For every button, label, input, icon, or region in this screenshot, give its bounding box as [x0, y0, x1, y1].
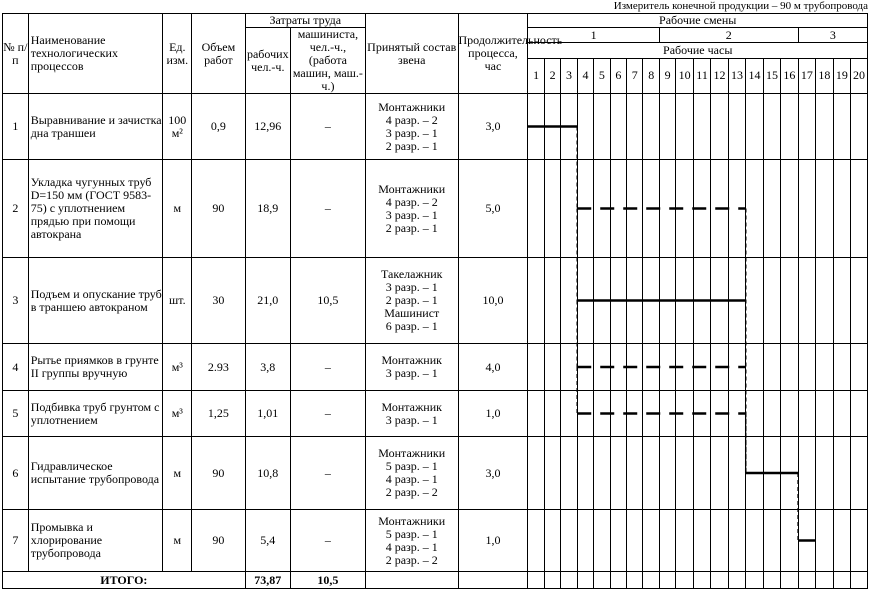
team-line: Машинист: [384, 306, 440, 320]
hour-cell: [577, 160, 593, 258]
row-process-name: Подбивка труб грунтом с уплотнением: [28, 391, 163, 437]
hour-cell: [659, 391, 675, 437]
hour-cell: [627, 258, 643, 344]
hour-20: 20: [851, 58, 868, 93]
total-empty-cell: [528, 572, 544, 589]
row-num: 5: [3, 391, 29, 437]
hour-cell: [594, 391, 610, 437]
hour-cell: [746, 344, 763, 391]
hour-13: 13: [728, 58, 745, 93]
hour-cell: [798, 437, 815, 510]
hour-cell: [693, 391, 710, 437]
hour-cell: [693, 94, 710, 160]
hour-14: 14: [746, 58, 763, 93]
hour-cell: [627, 160, 643, 258]
hour-cell: [676, 344, 693, 391]
hour-cell: [851, 94, 868, 160]
hour-cell: [561, 437, 577, 510]
row-team: [365, 94, 458, 160]
row-workers: 5,4: [245, 510, 290, 572]
total-empty-cell: [746, 572, 763, 589]
total-empty-cell: [365, 572, 458, 589]
hour-cell: [610, 510, 626, 572]
team-line: 2 разр. – 2: [385, 485, 438, 499]
row-machinist: –: [290, 391, 365, 437]
hour-cell: [643, 160, 659, 258]
team-line: 4 разр. – 1: [385, 472, 438, 486]
hour-cell: [594, 94, 610, 160]
hour-cell: [528, 391, 544, 437]
hour-cell: [610, 391, 626, 437]
hour-cell: [833, 344, 850, 391]
hour-cell: [763, 258, 780, 344]
hour-cell: [676, 94, 693, 160]
hour-cell: [577, 437, 593, 510]
hour-cell: [711, 510, 728, 572]
row-num: 3: [3, 258, 29, 344]
hour-cell: [676, 160, 693, 258]
hour-cell: [851, 344, 868, 391]
row-duration: 3,0: [458, 437, 528, 510]
total-empty-cell: [676, 572, 693, 589]
hour-cell: [610, 258, 626, 344]
hour-cell: [577, 391, 593, 437]
total-row: [3, 572, 868, 589]
row-team: [365, 344, 458, 391]
hour-cell: [851, 258, 868, 344]
row-machinist: –: [290, 510, 365, 572]
total-empty-cell: [643, 572, 659, 589]
header-num: № п/п: [3, 14, 29, 94]
total-empty-cell: [627, 572, 643, 589]
hour-cell: [833, 510, 850, 572]
hour-cell: [643, 344, 659, 391]
row-unit: м: [163, 160, 192, 258]
row-workers: 12,96: [245, 94, 290, 160]
hour-cell: [528, 437, 544, 510]
hour-cell: [746, 94, 763, 160]
hour-cell: [577, 510, 593, 572]
hour-cell: [833, 437, 850, 510]
header-shifts: Рабочие смены: [528, 14, 868, 28]
hour-cell: [693, 160, 710, 258]
hour-cell: [528, 258, 544, 344]
hour-cell: [544, 437, 560, 510]
team-line: 3 разр. – 1: [385, 366, 438, 380]
hour-cell: [851, 391, 868, 437]
hour-cell: [816, 391, 833, 437]
team-line: 3 разр. – 1: [385, 412, 438, 427]
hour-cell: [816, 344, 833, 391]
hour-2: 2: [544, 58, 560, 93]
hour-cell: [544, 94, 560, 160]
hour-4: 4: [577, 58, 593, 93]
shift-3: 3: [798, 28, 867, 43]
hour-cell: [763, 160, 780, 258]
hour-cell: [594, 258, 610, 344]
total-empty-cell: [693, 572, 710, 589]
hour-cell: [577, 258, 593, 344]
hour-cell: [798, 391, 815, 437]
team-line: Монтажники: [378, 513, 446, 528]
row-num: 7: [3, 510, 29, 572]
total-empty-cell: [798, 572, 815, 589]
hour-cell: [711, 391, 728, 437]
hour-cell: [627, 437, 643, 510]
row-process-name: Гидравлическое испытание трубопровода: [28, 437, 163, 510]
hour-cell: [627, 510, 643, 572]
hour-cell: [610, 160, 626, 258]
hour-cell: [676, 391, 693, 437]
hour-cell: [577, 344, 593, 391]
hour-cell: [728, 160, 745, 258]
team-line: 2 разр. – 1: [385, 220, 438, 235]
hour-cell: [851, 160, 868, 258]
total-empty-cell: [816, 572, 833, 589]
hour-cell: [728, 344, 745, 391]
hour-cell: [561, 344, 577, 391]
row-team: [365, 258, 458, 344]
hour-cell: [728, 391, 745, 437]
hour-cell: [833, 258, 850, 344]
row-workers: 1,01: [245, 391, 290, 437]
total-empty-cell: [458, 572, 528, 589]
row-process-name: Укладка чугунных труб D=150 мм (ГОСТ 9583-75) с уплотнением прядью при помощи автокрана: [28, 160, 163, 258]
hour-cell: [643, 94, 659, 160]
hour-cell: [528, 344, 544, 391]
row-process-name: Подъем и опускание труб в траншею автокраном: [28, 258, 163, 344]
total-empty-cell: [594, 572, 610, 589]
hour-cell: [610, 437, 626, 510]
total-empty-cell: [577, 572, 593, 589]
hour-cell: [693, 344, 710, 391]
hour-5: 5: [594, 58, 610, 93]
hour-1: 1: [528, 58, 544, 93]
row-workers: 21,0: [245, 258, 290, 344]
header-duration: Продолжительность процесса, час: [458, 14, 528, 94]
table-row: [3, 160, 868, 258]
total-empty-cell: [561, 572, 577, 589]
table-row: [3, 258, 868, 344]
hour-3: 3: [561, 58, 577, 93]
row-team: [365, 160, 458, 258]
hour-cell: [746, 160, 763, 258]
team-line: 4 разр. – 1: [385, 539, 438, 554]
team-line: Монтажник: [381, 399, 442, 414]
hour-cell: [544, 344, 560, 391]
header-workers: рабочих чел.-ч.: [245, 28, 290, 94]
row-volume: 90: [192, 160, 245, 258]
row-workers: 3,8: [245, 344, 290, 391]
row-unit: шт.: [163, 258, 192, 344]
table-row: [3, 391, 868, 437]
team-line: 6 разр. – 1: [385, 319, 438, 333]
row-num: 4: [3, 344, 29, 391]
hour-cell: [561, 391, 577, 437]
hour-cell: [594, 344, 610, 391]
total-label: ИТОГО:: [3, 572, 246, 589]
hour-cell: [746, 258, 763, 344]
hour-cell: [561, 510, 577, 572]
hour-cell: [693, 258, 710, 344]
hour-cell: [746, 391, 763, 437]
hour-7: 7: [627, 58, 643, 93]
shift-1: 1: [528, 28, 660, 43]
row-team: [365, 391, 458, 437]
hour-12: 12: [711, 58, 728, 93]
hour-cell: [643, 437, 659, 510]
row-volume: 90: [192, 510, 245, 572]
hour-cell: [816, 160, 833, 258]
hour-cell: [746, 437, 763, 510]
hour-cell: [851, 510, 868, 572]
hour-8: 8: [643, 58, 659, 93]
hour-cell: [659, 510, 675, 572]
hour-17: 17: [798, 58, 815, 93]
hour-cell: [544, 258, 560, 344]
hour-11: 11: [693, 58, 710, 93]
hour-10: 10: [676, 58, 693, 93]
hour-cell: [711, 344, 728, 391]
hour-cell: [643, 258, 659, 344]
header-hours-label: Рабочие часы: [528, 43, 868, 58]
team-line: Такелажник: [380, 267, 443, 281]
header-name: Наименование технологических процессов: [28, 14, 163, 94]
hour-cell: [728, 437, 745, 510]
table-row: [3, 437, 868, 510]
hour-cell: [833, 391, 850, 437]
team-line: Монтажники: [378, 446, 446, 460]
total-empty-cell: [851, 572, 868, 589]
hour-cell: [816, 437, 833, 510]
shift-2: 2: [659, 28, 798, 43]
hour-cell: [763, 437, 780, 510]
hour-cell: [643, 391, 659, 437]
row-machinist: –: [290, 94, 365, 160]
row-volume: 1,25: [192, 391, 245, 437]
hour-16: 16: [781, 58, 798, 93]
row-unit: м: [163, 437, 192, 510]
hour-cell: [627, 94, 643, 160]
team-line: 3 разр. – 1: [385, 207, 438, 222]
row-workers: 10,8: [245, 437, 290, 510]
team-line: 5 разр. – 1: [385, 526, 438, 541]
row-workers: 18,9: [245, 160, 290, 258]
row-duration: 3,0: [458, 94, 528, 160]
hour-cell: [798, 344, 815, 391]
hour-cell: [781, 160, 798, 258]
header-unit: Ед. изм.: [163, 14, 192, 94]
team-line: 2 разр. – 1: [385, 138, 438, 153]
hour-cell: [763, 94, 780, 160]
hour-cell: [781, 258, 798, 344]
header-team: Принятый состав звена: [365, 14, 458, 94]
total-workers: 73,87: [245, 572, 290, 589]
hour-cell: [610, 344, 626, 391]
row-process-name: Промывка и хлорирование трубопровода: [28, 510, 163, 572]
hour-18: 18: [816, 58, 833, 93]
hour-cell: [781, 391, 798, 437]
row-duration: 10,0: [458, 258, 528, 344]
hour-cell: [577, 94, 593, 160]
hour-15: 15: [763, 58, 780, 93]
hour-cell: [728, 510, 745, 572]
row-unit: м: [163, 510, 192, 572]
hour-cell: [544, 510, 560, 572]
caption: Измеритель конечной продукции – 90 м трубопровода: [613, 0, 868, 12]
team-line: 5 разр. – 1: [385, 459, 438, 473]
hour-cell: [711, 258, 728, 344]
hour-cell: [693, 510, 710, 572]
row-num: 2: [3, 160, 29, 258]
hour-cell: [643, 510, 659, 572]
hour-cell: [610, 94, 626, 160]
total-empty-cell: [728, 572, 745, 589]
team-line: 3 разр. – 1: [385, 280, 438, 294]
hour-cell: [711, 437, 728, 510]
row-volume: 0,9: [192, 94, 245, 160]
hour-cell: [798, 258, 815, 344]
table-row: [3, 94, 868, 160]
hour-cell: [659, 94, 675, 160]
row-unit: м³: [163, 391, 192, 437]
hour-cell: [561, 160, 577, 258]
row-volume: 30: [192, 258, 245, 344]
hour-cell: [798, 160, 815, 258]
hour-cell: [781, 510, 798, 572]
header-labor: Затраты труда: [245, 14, 365, 28]
row-volume: 90: [192, 437, 245, 510]
hour-cell: [711, 160, 728, 258]
hour-cell: [763, 510, 780, 572]
hour-19: 19: [833, 58, 850, 93]
hour-cell: [676, 510, 693, 572]
table-row: [3, 510, 868, 572]
row-duration: 4,0: [458, 344, 528, 391]
hour-cell: [711, 94, 728, 160]
schedule-table: [2, 13, 868, 589]
row-process-name: Выравнивание и зачистка дна траншеи: [28, 94, 163, 160]
row-machinist: –: [290, 344, 365, 391]
hour-cell: [781, 344, 798, 391]
total-empty-cell: [544, 572, 560, 589]
total-empty-cell: [711, 572, 728, 589]
hour-cell: [728, 94, 745, 160]
hour-cell: [627, 391, 643, 437]
hour-cell: [816, 258, 833, 344]
total-empty-cell: [833, 572, 850, 589]
header-volume: Объем работ: [192, 14, 245, 94]
row-volume: 2.93: [192, 344, 245, 391]
team-line: 2 разр. – 2: [385, 552, 438, 567]
hour-cell: [763, 344, 780, 391]
hour-6: 6: [610, 58, 626, 93]
hour-cell: [594, 510, 610, 572]
total-machinist: 10,5: [290, 572, 365, 589]
hour-cell: [798, 510, 815, 572]
table-row: [3, 344, 868, 391]
total-empty-cell: [659, 572, 675, 589]
hour-cell: [676, 437, 693, 510]
hour-cell: [746, 510, 763, 572]
hour-cell: [561, 94, 577, 160]
row-unit: 100 м²: [163, 94, 192, 160]
team-line: 3 разр. – 1: [385, 125, 438, 140]
hour-cell: [816, 94, 833, 160]
hour-cell: [528, 160, 544, 258]
total-empty-cell: [610, 572, 626, 589]
hour-cell: [781, 437, 798, 510]
hour-cell: [659, 344, 675, 391]
hour-cell: [561, 258, 577, 344]
row-duration: 5,0: [458, 160, 528, 258]
row-unit: м³: [163, 344, 192, 391]
hour-cell: [728, 258, 745, 344]
row-machinist: –: [290, 160, 365, 258]
row-team: [365, 510, 458, 572]
total-empty-cell: [781, 572, 798, 589]
row-duration: 1,0: [458, 391, 528, 437]
hour-cell: [544, 160, 560, 258]
total-empty-cell: [763, 572, 780, 589]
hour-cell: [763, 391, 780, 437]
team-line: Монтажники: [378, 181, 446, 196]
hour-cell: [833, 160, 850, 258]
team-line: 2 разр. – 1: [385, 293, 438, 307]
row-duration: 1,0: [458, 510, 528, 572]
hour-cell: [676, 258, 693, 344]
row-num: 6: [3, 437, 29, 510]
hour-cell: [833, 94, 850, 160]
hour-cell: [594, 160, 610, 258]
hour-cell: [781, 94, 798, 160]
team-line: 4 разр. – 2: [385, 194, 438, 209]
row-machinist: –: [290, 437, 365, 510]
row-team: [365, 437, 458, 510]
row-machinist: 10,5: [290, 258, 365, 344]
hour-cell: [528, 510, 544, 572]
hour-cell: [659, 160, 675, 258]
hour-cell: [659, 258, 675, 344]
hour-cell: [851, 437, 868, 510]
hour-cell: [594, 437, 610, 510]
hour-cell: [693, 437, 710, 510]
team-line: Монтажники: [378, 99, 446, 114]
team-line: Монтажник: [381, 353, 442, 367]
hour-cell: [816, 510, 833, 572]
hour-cell: [544, 391, 560, 437]
hour-cell: [528, 94, 544, 160]
hour-cell: [627, 344, 643, 391]
row-num: 1: [3, 94, 29, 160]
team-line: 4 разр. – 2: [385, 112, 438, 127]
hour-9: 9: [659, 58, 675, 93]
header-machinist: машиниста, чел.-ч., (работа машин, маш.-ч.): [290, 28, 365, 94]
row-process-name: Рытье приямков в грунте II группы вручную: [28, 344, 163, 391]
hour-cell: [659, 437, 675, 510]
hour-cell: [798, 94, 815, 160]
